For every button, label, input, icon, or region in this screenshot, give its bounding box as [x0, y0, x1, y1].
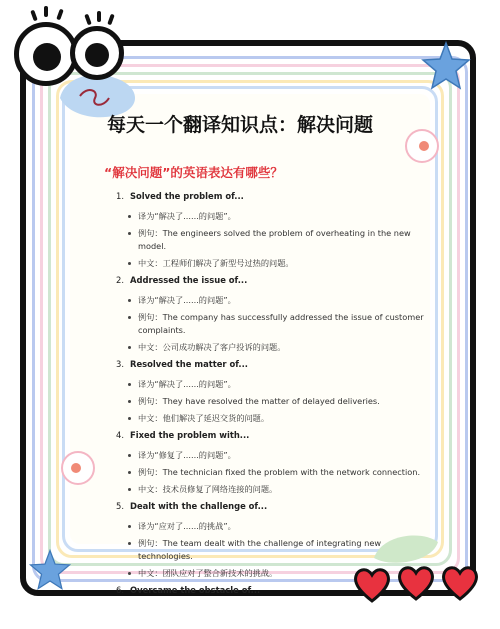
- item-number: 2.: [116, 275, 124, 285]
- expression-heading: [116, 191, 424, 203]
- expression-heading: [116, 359, 424, 371]
- expression-heading: [116, 430, 424, 442]
- item-number: 6.: [116, 585, 124, 595]
- eyelash-icon: [84, 14, 92, 26]
- list-item: [104, 501, 424, 580]
- expression-text: Addressed the issue of...: [130, 275, 248, 285]
- expression-text: Dealt with the challenge of...: [130, 501, 268, 511]
- eyelash-icon: [56, 9, 64, 21]
- right-eye-icon: [70, 26, 124, 80]
- detail-line: 例句：The company has successfully addressed the issue of customer complaints.: [138, 311, 428, 337]
- detail-line: 中文：公司成功解决了客户投诉的问题。: [138, 341, 428, 354]
- star-icon-bottom-left: [28, 548, 72, 592]
- detail-line: 译为“解决了......的问题”。: [138, 294, 428, 307]
- detail-line: 例句：The engineers solved the problem of overheating in the new model.: [138, 227, 428, 253]
- detail-line: 中文：工程师们解决了新型号过热的问题。: [138, 257, 428, 270]
- heart-icon: [440, 564, 480, 602]
- expression-list: [104, 191, 424, 597]
- detail-line: 中文：团队应对了整合新技术的挑战。: [138, 567, 428, 580]
- detail-line: 例句：They have resolved the matter of delayed deliveries.: [138, 395, 428, 408]
- detail-line: 中文：他们解决了延迟交货的问题。: [138, 412, 428, 425]
- detail-list: [104, 378, 424, 425]
- detail-line: 译为“修复了......的问题”。: [138, 449, 428, 462]
- detail-list: [104, 294, 424, 354]
- eyelash-icon: [30, 10, 38, 22]
- left-eye-icon: [14, 22, 78, 86]
- eyelash-icon: [97, 11, 101, 22]
- list-item: [104, 430, 424, 496]
- expression-text: Resolved the matter of...: [130, 359, 248, 369]
- detail-list: [104, 210, 424, 270]
- list-item: [104, 585, 424, 597]
- item-number: 4.: [116, 430, 124, 440]
- expression-heading: [116, 275, 424, 287]
- list-item: [104, 275, 424, 354]
- detail-line: 例句：The team dealt with the challenge of integrating new technologies.: [138, 537, 428, 563]
- detail-line: 例句：The technician fixed the problem with the network connection.: [138, 466, 428, 479]
- list-item: [104, 359, 424, 425]
- item-number: 1.: [116, 191, 124, 201]
- expression-text: Overcame the obstacle of...: [130, 585, 261, 595]
- star-icon-top-right: [420, 40, 472, 92]
- detail-line: 译为“解决了......的问题”。: [138, 210, 428, 223]
- detail-line: 译为“解决了......的问题”。: [138, 378, 428, 391]
- section-subtitle: “解决问题”的英语表达有哪些？: [104, 165, 283, 180]
- eyelash-icon: [107, 14, 115, 26]
- eyelash-icon: [44, 6, 48, 17]
- article-content: [104, 110, 424, 602]
- item-number: 3.: [116, 359, 124, 369]
- expression-heading: [116, 585, 424, 597]
- detail-line: 中文：技术员修复了网络连接的问题。: [138, 483, 428, 496]
- expression-text: Solved the problem of...: [130, 191, 244, 201]
- item-number: 5.: [116, 501, 124, 511]
- list-item: [104, 191, 424, 270]
- expression-text: Fixed the problem with...: [130, 430, 250, 440]
- detail-line: 译为“应对了......的挑战”。: [138, 520, 428, 533]
- pink-flower-decoration-left: [58, 448, 98, 488]
- page-title: 每天一个翻译知识点：解决问题: [107, 114, 374, 136]
- expression-heading: [116, 501, 424, 513]
- detail-list: [104, 449, 424, 496]
- detail-list: [104, 520, 424, 580]
